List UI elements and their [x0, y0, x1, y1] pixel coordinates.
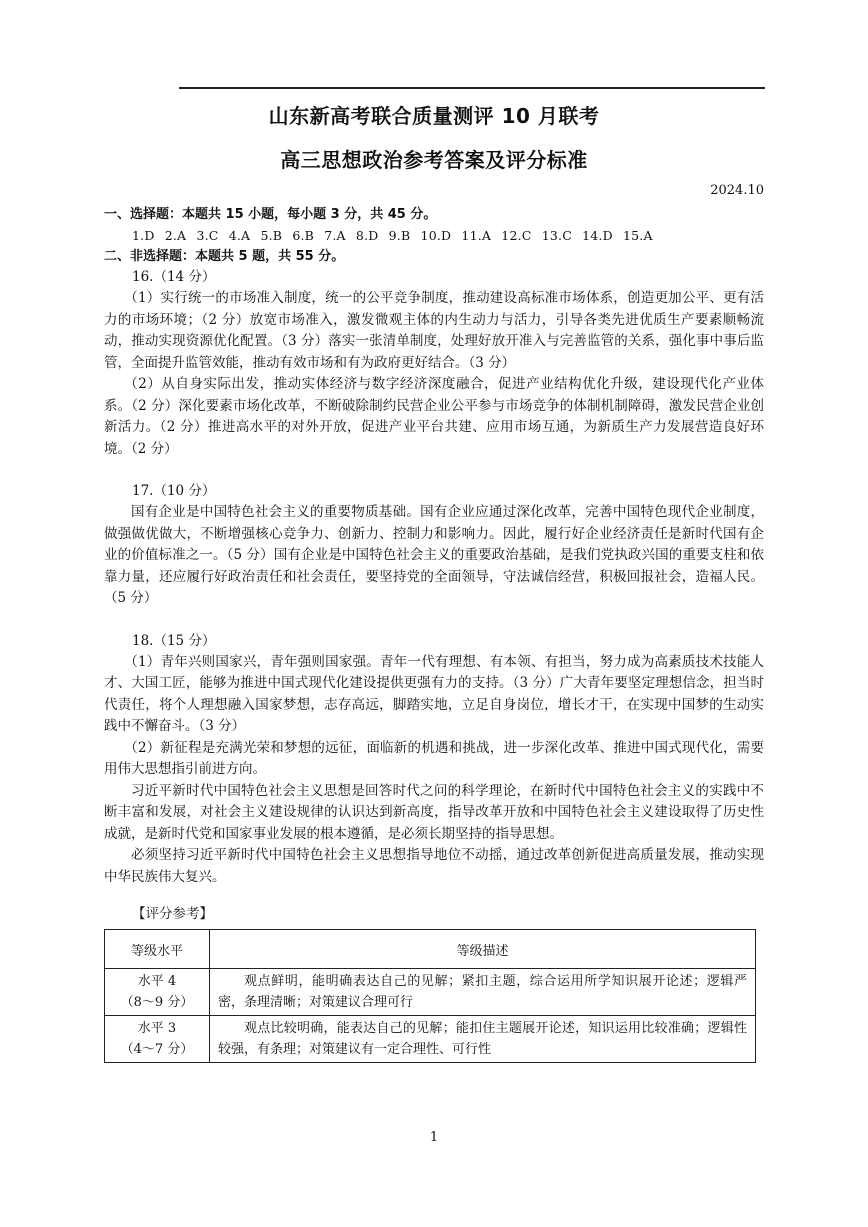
rubric-header-row — [105, 930, 756, 969]
rubric-level-cell — [105, 969, 210, 1016]
page-number: 1 — [429, 1130, 439, 1145]
header-rule — [179, 87, 765, 89]
rubric-desc: 观点比较明确，能表达自己的见解；能扣住主题展开论述，知识运用比较准确；逻辑性较强，有条理；对策建议有一定合理性、可行性 — [210, 1016, 756, 1063]
table-row — [105, 969, 756, 1016]
document-title: 山东新高考联合质量测评 10 月联考 — [268, 104, 600, 128]
rubric-col-level: 等级水平 — [105, 930, 210, 969]
q16-part2: （2）从自身实际出发，推动实体经济与数字经济深度融合，促进产业结构优化升级，建设现代化产业体系。（2 分）深化要素市场化改革，不断破除制约民营企业公平参与市场竞争的体制机制障碍，激发民营企业创新活力。（2 分）推进高水平的对外开放，促进产业平台共建、应用市场互通，为新质生产力发展营造良好环境。（2 分） — [104, 376, 764, 457]
q18-label: 18.（15 分） — [132, 632, 216, 649]
document-body — [104, 204, 764, 1063]
q18-part2-para3: 必须坚持习近平新时代中国特色社会主义思想指导地位不动摇，通过改革创新促进高质量发展，推动实现中华民族伟大复兴。 — [104, 847, 764, 885]
q17-answer: 国有企业是中国特色社会主义的重要物质基础。国有企业应通过深化改革，完善中国特色现代企业制度，做强做优做大，不断增强核心竞争力、创新力、控制力和影响力。因此，履行好企业经济责任是新时代国有企业的价值标准之一。（5 分）国有企业是中国特色社会主义的重要政治基础，是我们党执政兴国的重要支柱和依靠力量，还应履行好政治责任和社会责任，要坚持党的全面领导，守法诚信经营，积极回报社会，造福人民。（5 分） — [104, 504, 764, 606]
q17-label: 17.（10 分） — [132, 483, 216, 499]
rubric-score: （8～9 分） — [120, 995, 194, 1010]
q16-label: 16.（14 分） — [132, 269, 216, 285]
q16-part1: （1）实行统一的市场准入制度，统一的公平竞争制度，推动建设高标准市场体系，创造更加公平、更有活力的市场环境；（2 分）放宽市场准入，激发微观主体的内生动力与活力，引导各类先进优质生产要素顺畅流动，推动实现资源优化配置。（3 分）落实一张清单制度，处理好放开准入与完善监管的关系，强化事中事后监管，全面提升监管效能，推动有效市场和有为政府更好结合。（3 分） — [104, 290, 764, 371]
rubric-score: （4～7 分） — [120, 1042, 194, 1057]
rubric-level: 水平 3 — [137, 1021, 177, 1036]
rubric-level-cell — [105, 1016, 210, 1063]
rubric-desc: 观点鲜明，能明确表达自己的见解；紧扣主题，综合运用所学知识展开论述；逻辑严密，条理清晰；对策建议合理可行 — [210, 969, 756, 1016]
document-subtitle: 高三思想政治参考答案及评分标准 — [280, 148, 588, 172]
table-row — [105, 1016, 756, 1063]
section1-heading: 一、选择题：本题共 15 小题，每小题 3 分，共 45 分。 — [104, 207, 437, 222]
document-date: 2024.10 — [710, 183, 764, 198]
rubric-col-desc: 等级描述 — [210, 930, 756, 969]
q18-part2: （2）新征程是充满光荣和梦想的远征，面临新的机遇和挑战，进一步深化改革、推进中国式现代化，需要用伟大思想指引前进方向。 — [104, 739, 764, 777]
rubric-title: 【评分参考】 — [132, 906, 213, 922]
rubric-table — [104, 929, 756, 1063]
q18-part1: （1）青年兴则国家兴，青年强则国家强。青年一代有理想、有本领、有担当，努力成为高素质技术技能人才、大国工匠，能够为推进中国式现代化建设提供更强有力的支持。（3 分）广大青年要坚定理想信念，担当时代责任，将个人理想融入国家梦想，志存高远，脚踏实地，立足自身岗位，增长才干，在实现中国梦的生动实践中不懈奋斗。（3 分） — [104, 653, 764, 734]
section2-heading: 二、非选择题：本题共 5 题，共 55 分。 — [104, 249, 345, 264]
rubric-level: 水平 4 — [137, 974, 177, 989]
q18-part2-para2: 习近平新时代中国特色社会主义思想是回答时代之问的科学理论，在新时代中国特色社会主义的实践中不断丰富和发展，对社会主义建设规律的认识达到新高度，指导改革开放和中国特色社会主义建设取得了历史性成就，是新时代党和国家事业发展的根本遵循，是必须长期坚持的指导思想。 — [104, 782, 764, 842]
choice-answers: 1.D 2.A 3.C 4.A 5.B 6.B 7.A 8.D 9.B 10.D 11.A 12.C 13.C 14.D 15.A — [132, 228, 653, 243]
